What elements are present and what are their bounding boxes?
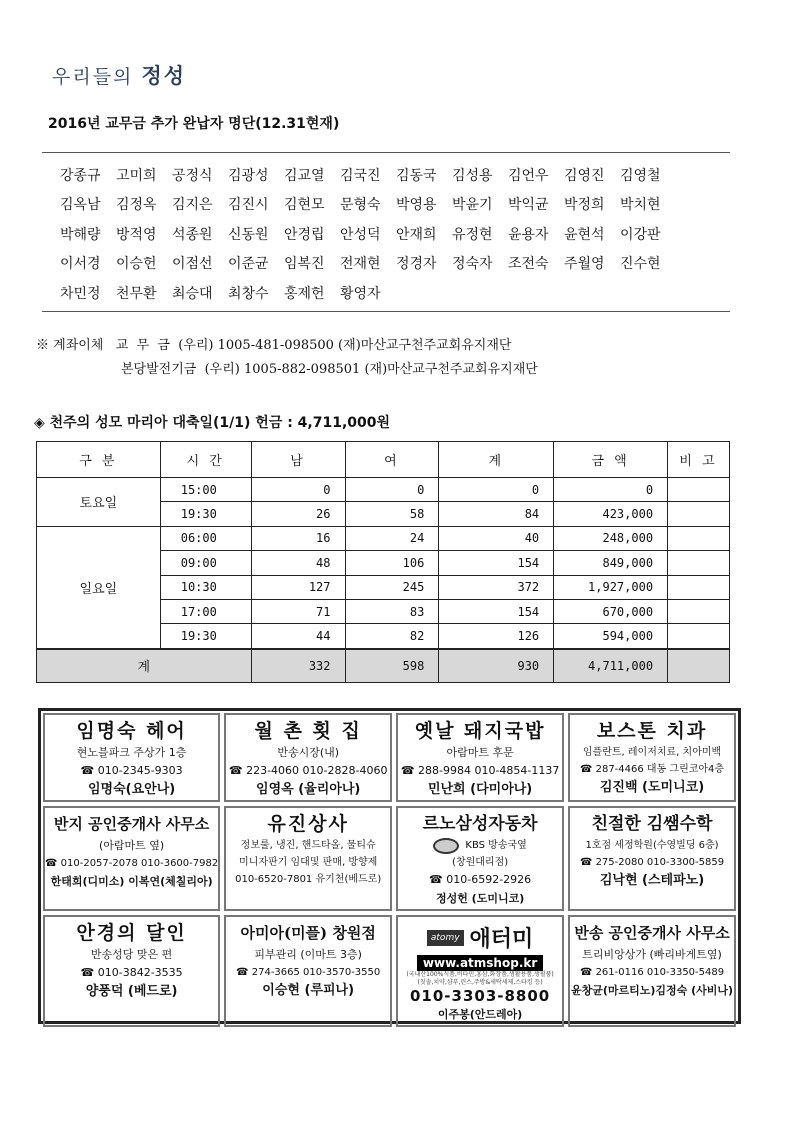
note-cell	[668, 478, 730, 502]
ad-line: 현노블파크 주상가 1층	[76, 746, 187, 759]
ad-dental	[568, 713, 736, 802]
name-item: 정숙자	[452, 256, 493, 273]
note-cell	[668, 649, 730, 683]
amount-cell: 849,000	[554, 551, 668, 575]
name-item: 황영자	[340, 285, 381, 302]
ad-glasses	[43, 915, 220, 1027]
divider-top	[42, 152, 730, 153]
total-cell: 930	[439, 649, 554, 683]
name-item: 윤용자	[508, 226, 549, 243]
name-item: 조전숙	[508, 256, 549, 273]
ads-grid	[38, 708, 741, 1024]
ad-title: 애터미	[469, 927, 534, 952]
name-item: 김성용	[452, 167, 493, 184]
name-item: 박익균	[508, 197, 549, 214]
total-cell: 372	[439, 575, 554, 599]
name-item: 진수현	[620, 256, 661, 273]
ad-title: 월 촌 횟 집	[254, 720, 362, 742]
name-item: 임복진	[284, 256, 325, 273]
male-cell: 44	[251, 624, 345, 649]
name-item: 박치현	[620, 197, 661, 214]
ad-owner: 김낙현 (스테파노)	[599, 873, 705, 888]
names-list	[60, 160, 740, 308]
ad-line: 아람마트 후문	[446, 746, 514, 759]
ad-title: 르노삼성자동차	[422, 814, 538, 834]
name-row	[60, 278, 740, 308]
name-item: 김옥남	[60, 197, 101, 214]
time-cell: 17:00	[160, 599, 251, 623]
name-item: 신동원	[228, 226, 269, 243]
name-item: 차민정	[60, 285, 101, 302]
table-total-row	[37, 649, 730, 683]
total-cell: 0	[439, 478, 554, 502]
amount-cell: 594,000	[554, 624, 668, 649]
total-cell: 154	[439, 551, 554, 575]
subtitle: 2016년 교무금 추가 완납자 명단(12.31현재)	[48, 116, 340, 132]
amount-cell: 1,927,000	[554, 575, 668, 599]
name-row	[60, 190, 740, 220]
ad-hair-salon	[43, 713, 220, 802]
male-cell: 0	[251, 478, 345, 502]
ad-line: (아람마트 옆)	[99, 839, 165, 852]
name-item: 김동국	[396, 167, 437, 184]
time-cell: 19:30	[160, 502, 251, 526]
name-item: 방적영	[116, 226, 157, 243]
divider-bottom	[42, 311, 730, 312]
ad-kbs-row	[433, 837, 526, 854]
ad-owner: 임영옥 (율리아나)	[256, 782, 361, 797]
name-item: 홍제헌	[284, 285, 325, 302]
amount-cell: 0	[554, 478, 668, 502]
header-cell: 구 분	[37, 442, 161, 478]
account-line-2: 본당발전기금 (우리) 1005-882-098501 (재)마산교구천주교회유지재단	[121, 362, 538, 377]
ad-line: 1호점 세정학원(수영빌딩 6층)	[585, 840, 719, 851]
ad-renault	[396, 806, 564, 911]
ad-line: (창원대리점)	[452, 857, 509, 868]
ad-fine-print: (국내산100%식품,비타민,홍삼,화장품,생활용품,생필품)	[406, 971, 554, 978]
name-item: 김영진	[564, 167, 605, 184]
time-cell: 15:00	[160, 478, 251, 502]
ad-phone: 010-3303-8800	[409, 987, 551, 1005]
account-line-1: ※ 계좌이체 교 무 금 (우리) 1005-481-098500 (재)마산교구천주교회유지재단	[36, 338, 512, 353]
name-item: 김국진	[340, 167, 381, 184]
ad-url: www.atmshop.kr	[417, 955, 543, 971]
name-item: 석종원	[172, 226, 213, 243]
ad-phone: 010-6520-7801 유기천(베드로)	[235, 874, 382, 885]
male-cell: 71	[251, 599, 345, 623]
group-label: 일요일	[37, 526, 161, 648]
name-item: 문형숙	[340, 197, 381, 214]
ad-line: 트리비앙상가 (빠리바게트옆)	[582, 948, 722, 961]
name-item: 윤현석	[564, 226, 605, 243]
ad-line: 임플란트, 레이저치료, 치아미백	[582, 747, 722, 758]
name-item: 김광성	[228, 167, 269, 184]
name-item: 이점선	[172, 256, 213, 273]
female-cell: 0	[345, 478, 439, 502]
name-item: 안성덕	[340, 226, 381, 243]
name-item: 유정현	[452, 226, 493, 243]
female-cell: 598	[345, 649, 439, 683]
collection-title: ◈ 천주의 성모 마리아 대축일(1/1) 헌금 : 4,711,000원	[34, 415, 391, 431]
ad-phone: ☎ 275-2080 010-3300-5859	[579, 857, 725, 868]
ad-line: 정보룰, 냉진, 핸드타올, 물티슈	[240, 840, 376, 851]
total-cell: 84	[439, 502, 554, 526]
ad-phone: ☎ 287-4466 대동 그린코아4층	[579, 764, 725, 775]
ad-owner: 이승현 (루피나)	[262, 983, 355, 998]
female-cell: 106	[345, 551, 439, 575]
ad-realty-bansong	[568, 915, 736, 1027]
name-item: 이승헌	[116, 256, 157, 273]
total-cell: 154	[439, 599, 554, 623]
ad-owner: 임명숙(요안나)	[87, 782, 176, 797]
name-item: 박영용	[396, 197, 437, 214]
name-item: 김영철	[620, 167, 661, 184]
ad-title: 반송 공인중개사 사무소	[574, 924, 730, 942]
name-item: 최창수	[228, 285, 269, 302]
collection-table	[36, 441, 730, 683]
amount-cell: 423,000	[554, 502, 668, 526]
name-item: 이강판	[620, 226, 661, 243]
header-cell: 여	[345, 442, 439, 478]
name-item: 정경자	[396, 256, 437, 273]
note-cell	[668, 526, 730, 550]
ad-owner: 정성헌 (도미니코)	[435, 892, 525, 905]
female-cell: 58	[345, 502, 439, 526]
ad-title: 옛날 돼지국밥	[414, 720, 546, 742]
ad-line: 미니자판기 임대및 판매, 방향제	[239, 857, 378, 868]
time-cell: 06:00	[160, 526, 251, 550]
total-cell: 40	[439, 526, 554, 550]
female-cell: 245	[345, 575, 439, 599]
ad-owner: 양풍덕 (베드로)	[85, 984, 178, 999]
ad-phone: ☎ 261-0116 010-3350-5489	[579, 967, 725, 978]
ad-line: 반송시장(내)	[277, 746, 340, 759]
name-item: 안경립	[284, 226, 325, 243]
total-cell: 126	[439, 624, 554, 649]
total-label: 계	[37, 649, 252, 683]
name-row	[60, 219, 740, 249]
ad-gukbap	[396, 713, 564, 802]
female-cell: 83	[345, 599, 439, 623]
ad-owner: 한태희(디미소) 이복연(체칠리아)	[50, 875, 213, 888]
ad-title: 안경의 달인	[76, 922, 187, 944]
name-item: 김언우	[508, 167, 549, 184]
name-item: 김진시	[228, 197, 269, 214]
ad-line: 반송성당 맞은 편	[90, 948, 173, 961]
ad-phone: ☎ 010-6592-2926	[429, 873, 532, 886]
group-label: 토요일	[37, 478, 161, 527]
name-item: 안재희	[396, 226, 437, 243]
time-cell: 19:30	[160, 624, 251, 649]
table-row	[37, 478, 730, 502]
amount-cell: 4,711,000	[554, 649, 668, 683]
title-small: 우리들의	[52, 66, 134, 88]
male-cell: 48	[251, 551, 345, 575]
ad-fine-print: (칫솔,치약,샴푸,린스,주방&세탁세제,스타킹 등)	[417, 979, 543, 986]
ad-title: 임명숙 헤어	[76, 720, 187, 742]
ad-title: 보스톤 치과	[596, 720, 708, 742]
male-cell: 26	[251, 502, 345, 526]
ad-phone: ☎ 223-4060 010-2828-4060	[228, 764, 388, 777]
time-cell: 09:00	[160, 551, 251, 575]
ad-title: 친절한 김쌤수학	[591, 814, 713, 834]
name-item: 박정희	[564, 197, 605, 214]
note-cell	[668, 624, 730, 649]
time-cell: 10:30	[160, 575, 251, 599]
name-item: 김정옥	[116, 197, 157, 214]
name-item: 주월영	[564, 256, 605, 273]
male-cell: 16	[251, 526, 345, 550]
atomy-logo: atomy	[427, 930, 464, 946]
name-item: 박해량	[60, 226, 101, 243]
name-item: 이서경	[60, 256, 101, 273]
ad-yujin	[224, 806, 392, 911]
ad-sashimi	[224, 713, 392, 802]
name-item: 김현모	[284, 197, 325, 214]
title-big: 정성	[141, 63, 187, 88]
name-item: 김지은	[172, 197, 213, 214]
amount-cell: 248,000	[554, 526, 668, 550]
ad-title: 유진상사	[267, 813, 349, 835]
ad-owner: 윤창균(마르티노)김정숙 (사비나)	[570, 984, 734, 997]
atomy-header	[427, 922, 533, 953]
car-logo-icon	[433, 838, 459, 854]
name-item: 전재현	[340, 256, 381, 273]
note-cell	[668, 599, 730, 623]
ad-math	[568, 806, 736, 911]
ad-phone: ☎ 010-3842-3535	[80, 966, 183, 979]
name-item: 고미희	[116, 167, 157, 184]
note-cell	[668, 575, 730, 599]
ad-phone: ☎ 010-2345-9303	[80, 764, 183, 777]
name-item: 천무환	[116, 285, 157, 302]
male-cell: 127	[251, 575, 345, 599]
male-cell: 332	[251, 649, 345, 683]
ad-owner: 김진백 (도미니코)	[599, 780, 705, 795]
header-cell: 시 간	[160, 442, 251, 478]
name-item: 박윤기	[452, 197, 493, 214]
ad-title: 아미아(미플) 창원점	[240, 924, 376, 942]
table-header-row	[37, 442, 730, 478]
header-cell: 금 액	[554, 442, 668, 478]
table-row	[37, 526, 730, 550]
note-cell	[668, 502, 730, 526]
female-cell: 24	[345, 526, 439, 550]
name-row	[60, 249, 740, 279]
amount-cell: 670,000	[554, 599, 668, 623]
header-cell: 비 고	[668, 442, 730, 478]
ad-line: KBS 방송국옆	[465, 840, 527, 851]
name-item: 공정식	[172, 167, 213, 184]
ad-owner: 민난희 (다미아나)	[427, 782, 533, 797]
ad-line: 피부관리 (이마트 3층)	[254, 948, 362, 961]
page-title	[52, 60, 186, 90]
ad-owner: 이주봉(안드레아)	[437, 1008, 523, 1021]
ad-phone: ☎ 274-3665 010-3570-3550	[236, 967, 381, 978]
ad-amia	[224, 915, 392, 1027]
name-item: 최승대	[172, 285, 213, 302]
header-cell: 계	[439, 442, 554, 478]
name-item: 김교열	[284, 167, 325, 184]
ad-atomy	[396, 915, 564, 1027]
note-cell	[668, 551, 730, 575]
ad-realty-banji	[43, 806, 220, 911]
ad-title: 반지 공인중개사 사무소	[53, 815, 210, 833]
ad-phone: ☎ 010-2057-2078 010-3600-7982	[45, 858, 219, 869]
ad-phone: ☎ 288-9984 010-4854-1137	[400, 764, 560, 777]
female-cell: 82	[345, 624, 439, 649]
name-item: 이준균	[228, 256, 269, 273]
name-item: 강종규	[60, 167, 101, 184]
header-cell: 남	[251, 442, 345, 478]
name-row	[60, 160, 740, 190]
